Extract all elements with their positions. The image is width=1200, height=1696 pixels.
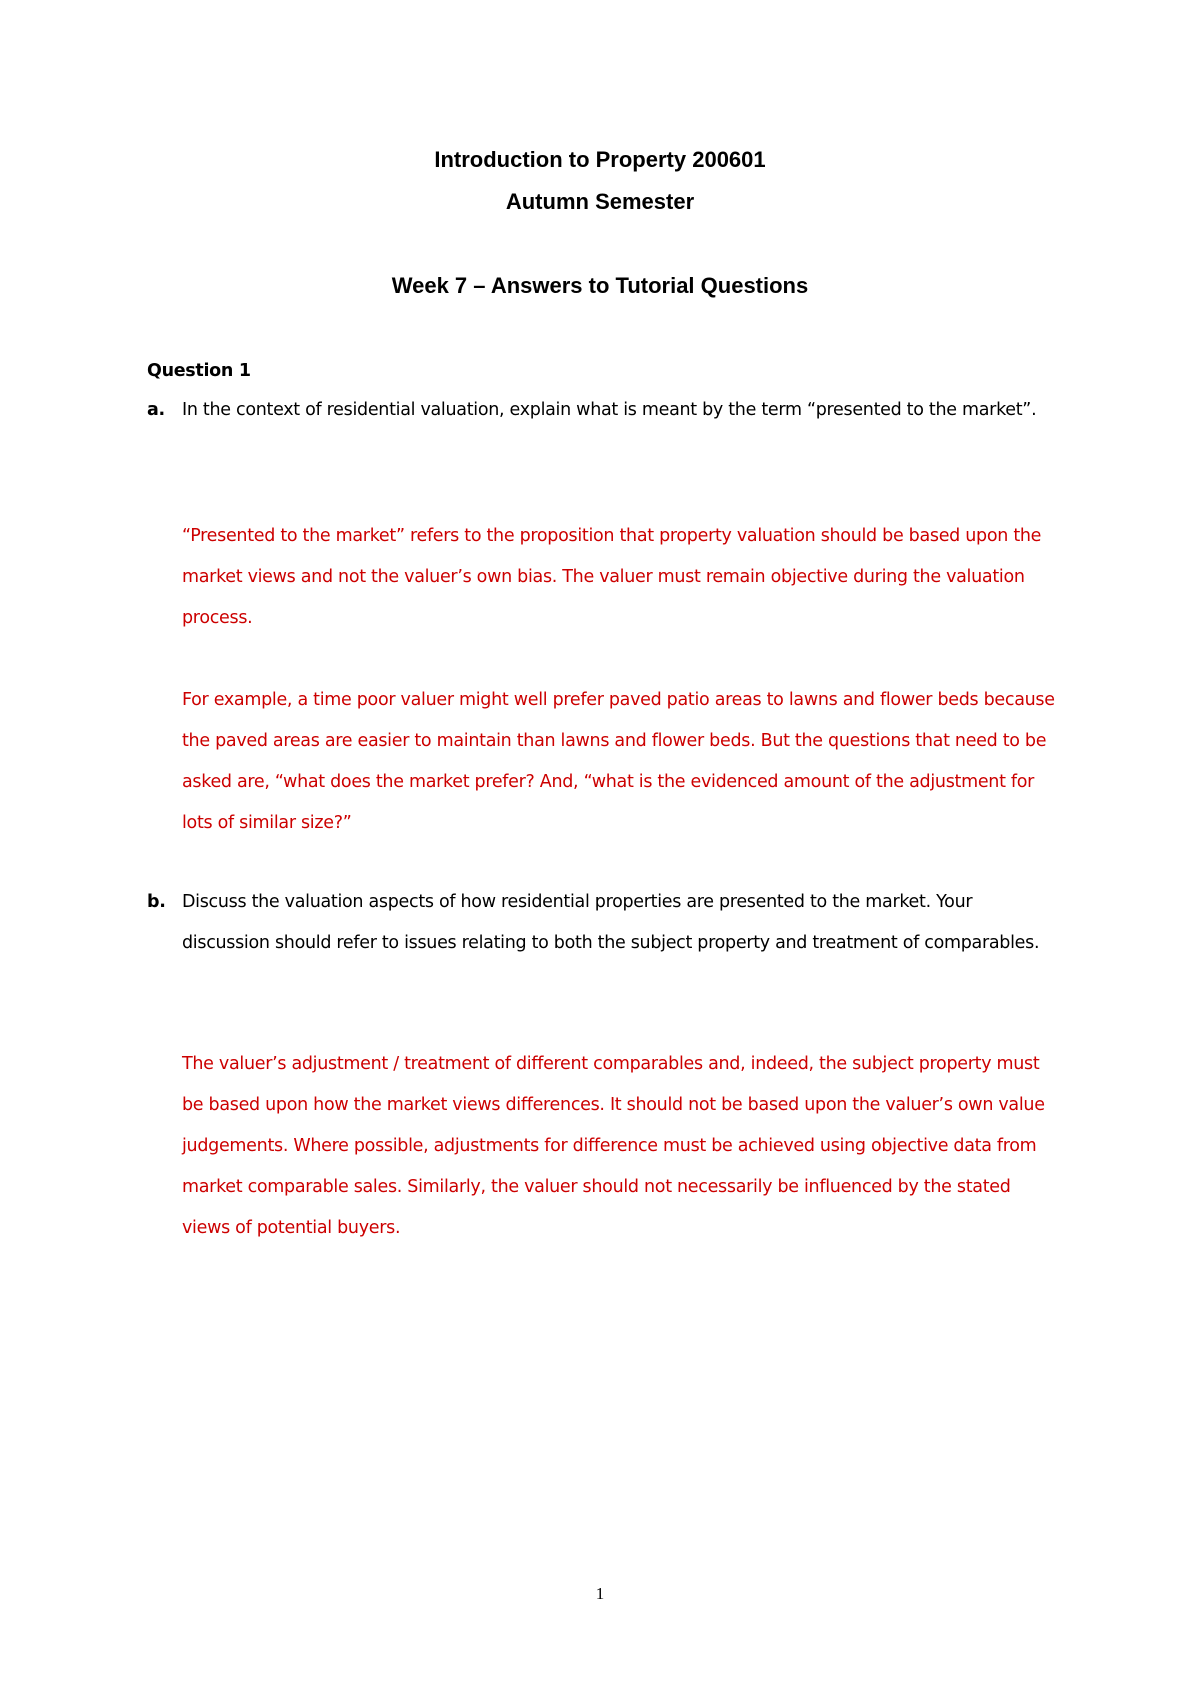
document-title: Introduction to Property 200601 xyxy=(434,147,766,172)
item-marker: a. xyxy=(147,400,165,420)
page-number: 1 xyxy=(595,1584,605,1603)
question-text: Discuss the valuation aspects of how residential properties are presented to the market. Your discussion should refer to issues relating to both the subject property and treatment of comparables. xyxy=(182,892,1040,953)
item-marker: b. xyxy=(147,892,166,912)
answer-paragraph: For example, a time poor valuer might well prefer paved patio areas to lawns and flower beds because the paved areas are easier to maintain than lawns and flower beds. But the questions that need to be asked are, “what does the market prefer? And, “what is the evidenced amount of the adjustment for lots of similar size?” xyxy=(182,690,1055,833)
week-heading: Week 7 – Answers to Tutorial Questions xyxy=(391,273,809,298)
answer-paragraph: “Presented to the market” refers to the proposition that property valuation should be based upon the market views and not the valuer’s own bias. The valuer must remain objective during the valuation process. xyxy=(182,526,1042,628)
semester-heading: Autumn Semester xyxy=(505,189,695,214)
answer-paragraph: The valuer’s adjustment / treatment of different comparables and, indeed, the subject property must be based upon how the market views differences. It should not be based upon the valuer’s own value judgements. Where possible, adjustments for difference must be achieved using objective data from market comparable sales. Similarly, the valuer should not necessarily be influenced by the stated views of potential buyers. xyxy=(182,1054,1045,1238)
question-text: In the context of residential valuation, explain what is meant by the term “presented to the market”. xyxy=(182,400,1037,420)
question-label: Question 1 xyxy=(147,361,251,381)
